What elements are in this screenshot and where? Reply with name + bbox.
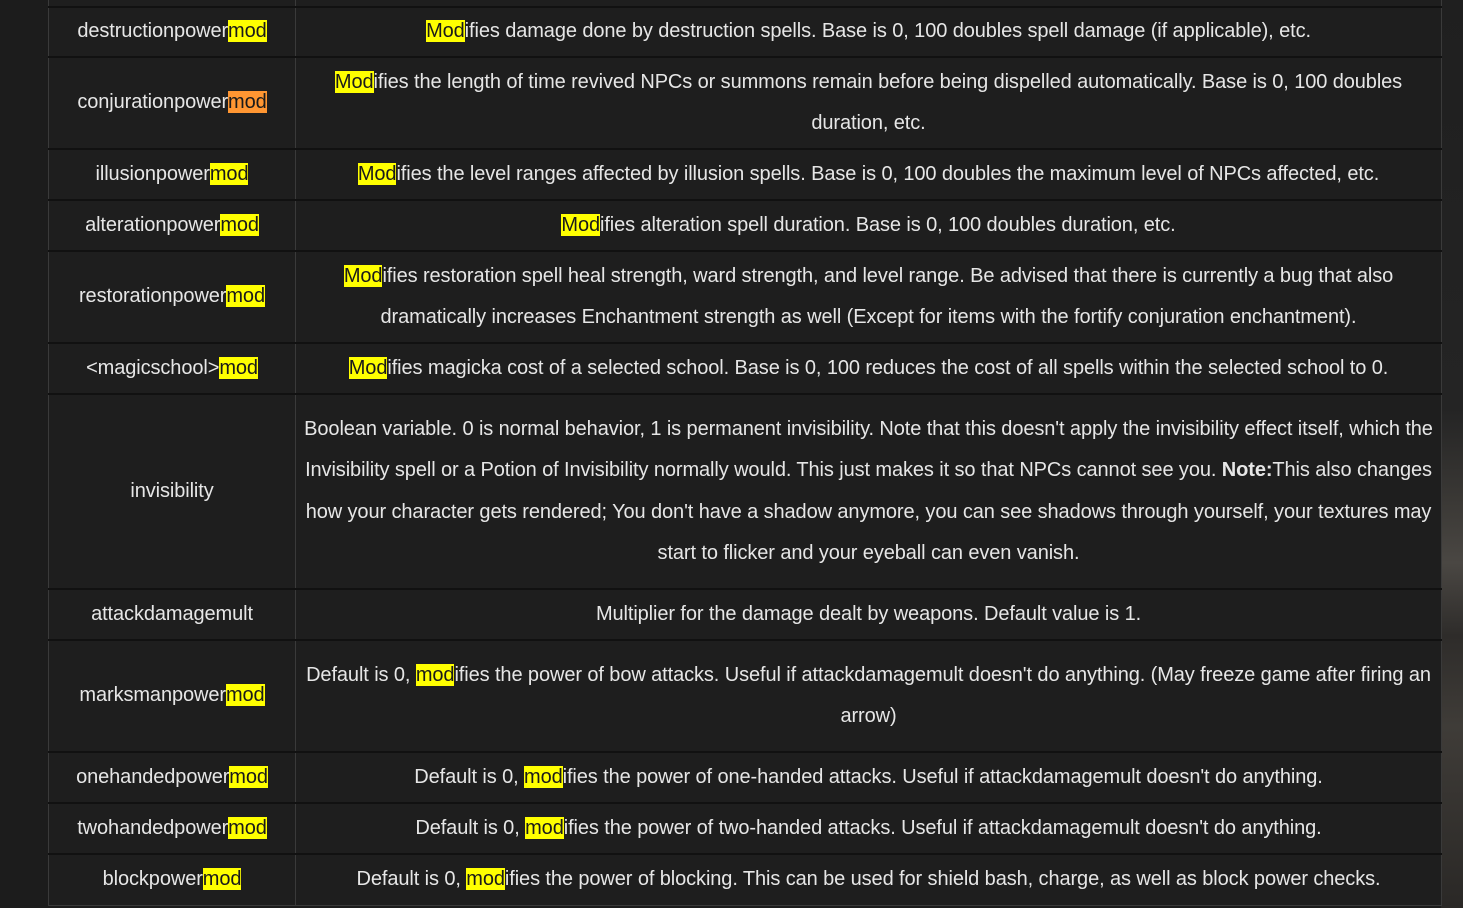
variable-name-cell — [49, 343, 296, 394]
search-highlight: mod — [228, 20, 267, 43]
description-cell — [296, 149, 1442, 200]
variable-name-cell — [49, 803, 296, 854]
description-cell — [296, 854, 1442, 905]
table-row-partial — [49, 0, 1442, 7]
table-row — [49, 343, 1442, 394]
search-highlight: mod — [219, 356, 258, 379]
table-row — [49, 854, 1442, 905]
table-row — [49, 251, 1442, 343]
search-highlight: Mod — [561, 213, 600, 236]
description-cell — [296, 7, 1442, 57]
search-highlight: mod — [524, 765, 563, 788]
description-cell — [296, 589, 1442, 640]
description-cell — [296, 343, 1442, 394]
description-text: Multiplier for the damage dealt by weapons. Default value is 1. — [595, 602, 1142, 625]
search-highlight: mod — [226, 285, 265, 308]
search-highlight: mod — [229, 765, 268, 788]
description-text: ifies magicka cost of a selected school. Base is 0, 100 reduces the cost of all spells within the selected school to 0. — [387, 356, 1389, 379]
search-highlight: Mod — [334, 70, 374, 93]
description-text: ifies the level ranges affected by illusion spells. Base is 0, 100 doubles the maximum level of NPCs affected, etc. — [396, 162, 1380, 185]
variable-name-cell — [49, 752, 296, 803]
background-image-edge — [1441, 0, 1463, 908]
description-cell — [296, 752, 1442, 803]
console-commands-table-wrapper — [48, 0, 1441, 906]
description-text: This also changes how your character gets rendered; You don't have a shadow anymore, you can see shadows through yourself, your textures may start to flicker and your eyeball can even vanish. — [305, 459, 1432, 564]
note-label: Note: — [1221, 459, 1273, 481]
variable-name-cell — [49, 7, 296, 57]
description-text: Boolean variable. 0 is normal behavior, 1 is permanent invisibility. Note that this doesn't apply the invisibility effect itself, which the Invisibility spell or a Potion of Invisibility normally would. This just makes it so that NPCs cannot see you. — [304, 417, 1433, 481]
variable-name-cell — [49, 589, 296, 640]
search-highlight: Mod — [343, 264, 383, 287]
description-text: ifies the power of bow attacks. Useful if attackdamagemult doesn't do anything. (May freeze game after firing an arrow) — [454, 663, 1431, 727]
table-row — [49, 149, 1442, 200]
search-highlight: mod — [228, 816, 267, 839]
current-search-match: mod — [228, 91, 267, 114]
description-text: ifies the power of blocking. This can be used for shield bash, charge, as well as block power checks. — [504, 868, 1381, 890]
variable-name-cell — [49, 640, 296, 752]
description-text: Default is 0, — [306, 663, 416, 686]
table-cell — [49, 0, 296, 7]
search-highlight: mod — [209, 162, 249, 185]
table-row — [49, 57, 1442, 149]
description-text: ifies damage done by destruction spells. Base is 0, 100 doubles spell damage (if applicable), etc. — [464, 20, 1311, 43]
variable-name-cell — [49, 251, 296, 343]
description-text: ifies the length of time revived NPCs or summons remain before being dispelled automatically. Base is 0, 100 doubles duration, etc. — [373, 70, 1403, 134]
search-highlight: Mod — [426, 20, 465, 43]
variable-name-cell — [49, 394, 296, 589]
variable-name: <magicschool> — [86, 356, 220, 379]
description-text: ifies restoration spell heal strength, ward strength, and level range. Be advised that there is currently a bug that also dramatically increases Enchantment strength as well (Except for items with the fortify conjuration enchantment). — [380, 264, 1394, 328]
variable-name-cell — [49, 200, 296, 251]
description-cell — [296, 394, 1442, 589]
variable-name-cell — [49, 854, 296, 905]
variable-name: onehandedpower — [76, 765, 230, 788]
variable-name: invisibility — [130, 479, 214, 502]
description-text: Default is 0, — [415, 816, 526, 839]
table-row — [49, 200, 1442, 251]
variable-name: alterationpower — [85, 213, 221, 236]
variable-name-cell — [49, 149, 296, 200]
variable-name: attackdamagemult — [91, 602, 253, 625]
variable-name: conjurationpower — [77, 91, 229, 114]
variable-name: restorationpower — [79, 285, 227, 308]
search-highlight: mod — [415, 663, 455, 686]
search-highlight: Mod — [348, 356, 388, 379]
table-cell — [296, 0, 1442, 7]
description-text: ifies alteration spell duration. Base is 0, 100 doubles duration, etc. — [600, 213, 1176, 236]
table-row — [49, 7, 1442, 57]
description-cell — [296, 640, 1442, 752]
description-cell — [296, 803, 1442, 854]
search-highlight: mod — [202, 868, 242, 890]
table-row — [49, 752, 1442, 803]
table-row — [49, 803, 1442, 854]
search-highlight: mod — [525, 816, 564, 839]
variable-name: illusionpower — [95, 162, 210, 185]
console-commands-table — [48, 0, 1442, 906]
variable-name: marksmanpower — [79, 684, 226, 707]
description-cell — [296, 251, 1442, 343]
table-row — [49, 589, 1442, 640]
variable-name-cell — [49, 57, 296, 149]
variable-name: twohandedpower — [77, 816, 229, 839]
description-text: Default is 0, — [356, 868, 467, 890]
description-text: Default is 0, — [414, 765, 525, 788]
search-highlight: mod — [466, 868, 505, 890]
description-cell — [296, 57, 1442, 149]
description-cell — [296, 200, 1442, 251]
search-highlight: mod — [225, 684, 265, 707]
search-highlight: Mod — [357, 162, 397, 185]
table-row — [49, 394, 1442, 589]
table-row — [49, 640, 1442, 752]
description-text: ifies the power of one-handed attacks. Useful if attackdamagemult doesn't do anything. — [562, 765, 1323, 788]
variable-name: blockpower — [102, 868, 203, 890]
search-highlight: mod — [220, 213, 259, 236]
description-text: ifies the power of two-handed attacks. Useful if attackdamagemult doesn't do anything. — [563, 816, 1322, 839]
variable-name: destructionpower — [77, 20, 229, 43]
